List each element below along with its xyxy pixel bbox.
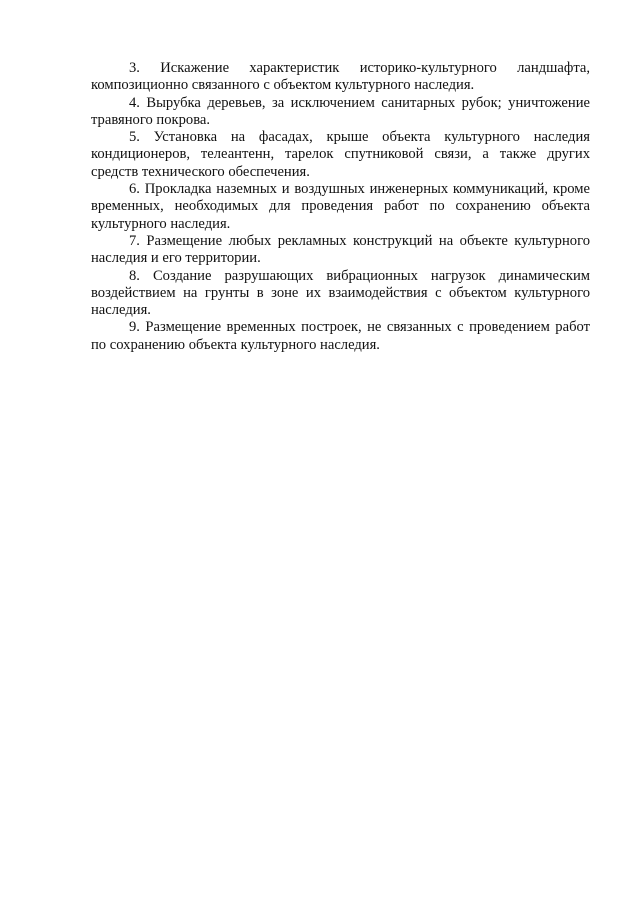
restrictions-list: [91, 60, 590, 354]
list-item-6: 6. Прокладка наземных и воздушных инженерных коммуникаций, кроме временных, необходимых для проведения работ по сохранению объекта культурного наследия.: [91, 181, 590, 232]
list-item-9: 9. Размещение временных построек, не связанных с проведением работ по сохранению объекта культурного наследия.: [91, 319, 590, 353]
list-item-4: 4. Вырубка деревьев, за исключением санитарных рубок; уничтожение травяного покрова.: [91, 94, 590, 128]
list-item-7: 7. Размещение любых рекламных конструкций на объекте культурного наследия и его территории.: [91, 232, 590, 267]
list-item-5: 5. Установка на фасадах, крыше объекта культурного наследия кондиционеров, телеантенн, тарелок спутниковой связи, а также других средств технического обеспечения.: [91, 129, 590, 180]
list-item-8: 8. Создание разрушающих вибрационных нагрузок динамическим воздействием на грунты в зоне их взаимодействия с объектом культурного наследия.: [91, 267, 590, 319]
list-item-3: 3. Искажение характеристик историко-культурного ландшафта, композиционно связанного с объектом культурного наследия.: [91, 60, 590, 94]
